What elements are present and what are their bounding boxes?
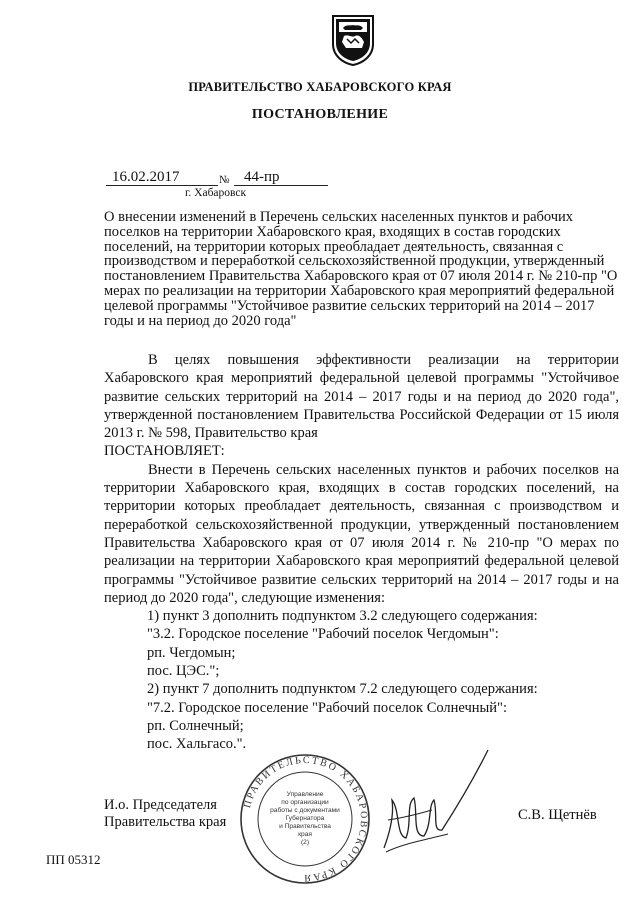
preamble: В целях повышения эффективности реализации на территории Хабаровского края мероприятий федеральной целевой программы "Устойчивое развитие сельских территорий на 2014 – 2017 годы и на период до 2020 года", утвержденной постановлением Правительства Российской Федерации от 15 июля 2013 г. № 598, Правительство края xyxy=(104,352,619,442)
list-item: "7.2. Городское поселение "Рабочий поселок Солнечный": xyxy=(147,699,508,716)
stamp-line: Управление xyxy=(286,791,324,798)
coat-of-arms-icon xyxy=(331,14,375,66)
list-item: рп. Солнечный; xyxy=(147,717,244,734)
document-title: О внесении изменений в Перечень сельских населенных пунктов и рабочих поселков на территории Хабаровского края, входящих в состав городских поселений, на территории которых преобладает деятельность, связанная с производством и переработкой сельскохозяйственной продукции, утвержденный постановлением Правительства Хабаровского края от 07 июля 2014 г. № 210-пр "О мерах по реализации на территории Хабаровского края мероприятий федеральной целевой программы "Устойчивое развитие сельских территорий на 2014 – 2017 годы и на период до 2020 года" xyxy=(104,209,618,329)
document-code: ПП 05312 xyxy=(46,852,101,867)
stamp-line: края xyxy=(298,831,312,838)
list-item: пос. Хальгасо.". xyxy=(147,736,247,753)
signatory-position xyxy=(104,797,226,831)
number-underline xyxy=(234,185,328,186)
signatory-name: С.В. Щетнёв xyxy=(518,807,597,823)
government-title: ПРАВИТЕЛЬСТВО ХАБАРОВСКОГО КРАЯ xyxy=(188,80,452,94)
stamp-line: Губернатора xyxy=(285,815,325,822)
document-body xyxy=(104,351,619,754)
position-line: И.о. Председателя xyxy=(104,797,217,813)
list-item: рп. Чегдомын; xyxy=(147,644,236,661)
official-stamp xyxy=(238,752,372,886)
stamp-line: по организации xyxy=(281,799,329,806)
position-line: Правительства края xyxy=(104,814,227,830)
city: г. Хабаровск xyxy=(185,187,247,199)
resolves: ПОСТАНОВЛЯЕТ: xyxy=(104,443,225,460)
list-item: 2) пункт 7 дополнить подпунктом 7.2 следующего содержания: xyxy=(147,681,538,698)
number-sign: № xyxy=(219,174,230,186)
date-underline xyxy=(106,185,218,186)
main-clause: Внести в Перечень сельских населенных пунктов и рабочих поселков на территории Хабаровского края, входящих в состав городских поселений, на территории которых преобладает деятельность, связанная с производством и переработкой сельскохозяйственной продукции, утвержденный постановлением Правительства Хабаровского края от 07 июля 2014 г. № 210-пр "О мерах по реализации на территории Хабаровского края мероприятий федеральной целевой программы "Устойчивое развитие сельских территорий на 2014 – 2017 годы и на период до 2020 года", следующие изменения: xyxy=(104,461,619,606)
document-type: ПОСТАНОВЛЕНИЕ xyxy=(251,107,389,122)
handwritten-signature xyxy=(372,740,492,860)
stamp-line: работы с документами xyxy=(270,807,340,814)
stamp-line: и Правительства xyxy=(279,823,331,830)
document-date: 16.02.2017 xyxy=(112,169,180,185)
list-item: 1) пункт 3 дополнить подпунктом 3.2 следующего содержания: xyxy=(147,608,538,625)
list-item: пос. ЦЭС."; xyxy=(147,663,220,680)
document-number: 44-пр xyxy=(244,169,280,185)
stamp-line: (2) xyxy=(300,839,310,846)
list-item: "3.2. Городское поселение "Рабочий поселок Чегдомын": xyxy=(147,626,499,643)
stamp-outer-text: ПРАВИТЕЛЬСТВО ХАБАРОВСКОГО КРАЯ xyxy=(242,754,370,884)
